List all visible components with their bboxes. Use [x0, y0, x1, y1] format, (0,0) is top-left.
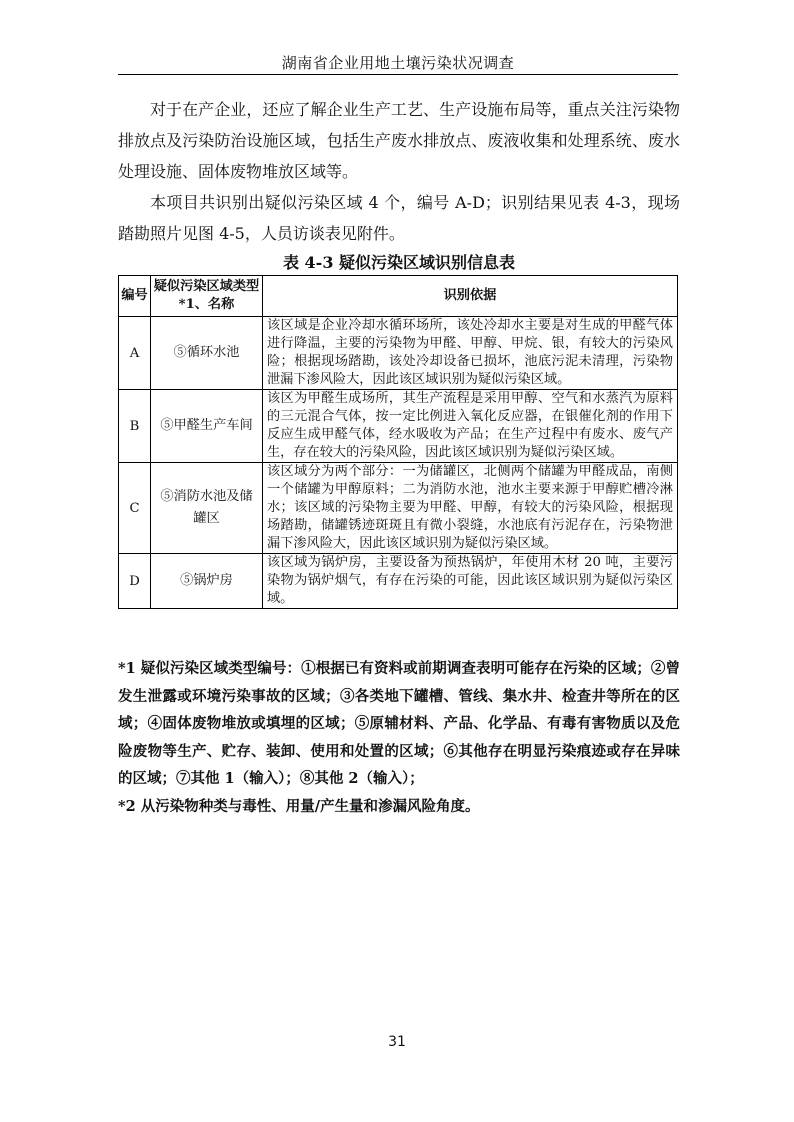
- header-basis: 识别依据: [263, 276, 678, 317]
- paragraph-production-focus: 对于在产企业，还应了解企业生产工艺、生产设施布局等，重点关注污染物排放点及污染防治设施区域，包括生产废水排放点、废液收集和处理系统、废水处理设施、固体废物堆放区域等。: [118, 100, 680, 181]
- table-notes: [118, 655, 680, 821]
- header-id: 编号: [119, 276, 151, 317]
- page-number: 31: [388, 1034, 406, 1050]
- table-header-row: [119, 276, 678, 317]
- table-row: [119, 463, 678, 554]
- note-risk-basis: *2 从污染物种类与毒性、用量/产生量和渗漏风险角度。: [118, 797, 480, 815]
- row-basis: 该区为甲醛生成场所，其生产流程是采用甲醇、空气和水蒸汽为原料的三元混合气体，按一定比例进入氧化反应器，在银催化剂的作用下反应生成甲醛气体，经水吸收为产品；在生产过程中有废水、废气产生，存在较大的污染风险，因此该区域识别为疑似污染区域。: [263, 390, 678, 463]
- note-area-type-codes: *1 疑似污染区域类型编号：①根据已有资料或前期调查表明可能存在污染的区域；②曾发生泄露或环境污染事故的区域；③各类地下罐槽、管线、集水井、检查井等所在的区域；④固体废物堆放或填埋的区域；⑤原辅材料、产品、化学品、有毒有害物质以及危险废物等生产、贮存、装卸、使用和处置的区域；⑥其他存在明显污染痕迹或存在异味的区域；⑦其他 1（输入）；⑧其他 2（输入）；: [118, 660, 680, 788]
- row-area-type: ⑤消防水池及储罐区: [151, 463, 263, 554]
- row-id: B: [119, 390, 151, 463]
- suspected-pollution-area-table: [118, 275, 678, 609]
- row-id: D: [119, 554, 151, 609]
- row-id: A: [119, 317, 151, 390]
- table-caption: 表 4-3 疑似污染区域识别信息表: [282, 253, 516, 272]
- row-area-type: ⑤甲醛生产车间: [151, 390, 263, 463]
- paragraph-identification-summary: 本项目共识别出疑似污染区域 4 个，编号 A-D；识别结果见表 4-3，现场踏勘照片见图 4-5，人员访谈表见附件。: [118, 193, 680, 243]
- row-area-type: ⑤循环水池: [151, 317, 263, 390]
- table-row: [119, 317, 678, 390]
- table-row: [119, 554, 678, 609]
- row-id: C: [119, 463, 151, 554]
- table-row: [119, 390, 678, 463]
- row-basis: 该区域是企业冷却水循环场所，该处冷却水主要是对生成的甲醛气体进行降温，主要的污染物为甲醛、甲醇、甲烷、银，有较大的污染风险；根据现场踏勘，该处冷却设备已损坏，池底污泥未清理，污染物泄漏下渗风险大，因此该区域识别为疑似污染区域。: [263, 317, 678, 390]
- row-area-type: ⑤锅炉房: [151, 554, 263, 609]
- header-divider: [118, 74, 678, 75]
- row-basis: 该区域为锅炉房，主要设备为预热锅炉，年使用木材 20 吨，主要污染物为锅炉烟气，有存在污染的可能，因此该区域识别为疑似污染区域。: [263, 554, 678, 609]
- row-basis: 该区域分为两个部分：一为储罐区，北侧两个储罐为甲醛成品，南侧一个储罐为甲醇原料；二为消防水池，池水主要来源于甲醇贮槽冷淋水；该区域的污染物主要为甲醛、甲醇，有较大的污染风险，根据现场踏勘，储罐锈迹斑斑且有微小裂缝，水池底有污泥存在，污染物泄漏下渗风险大，因此该区域识别为疑似污染区域。: [263, 463, 678, 554]
- page-header: 湖南省企业用地土壤污染状况调查: [281, 54, 515, 72]
- header-area-type: 疑似污染区域类型*1、名称: [151, 276, 263, 317]
